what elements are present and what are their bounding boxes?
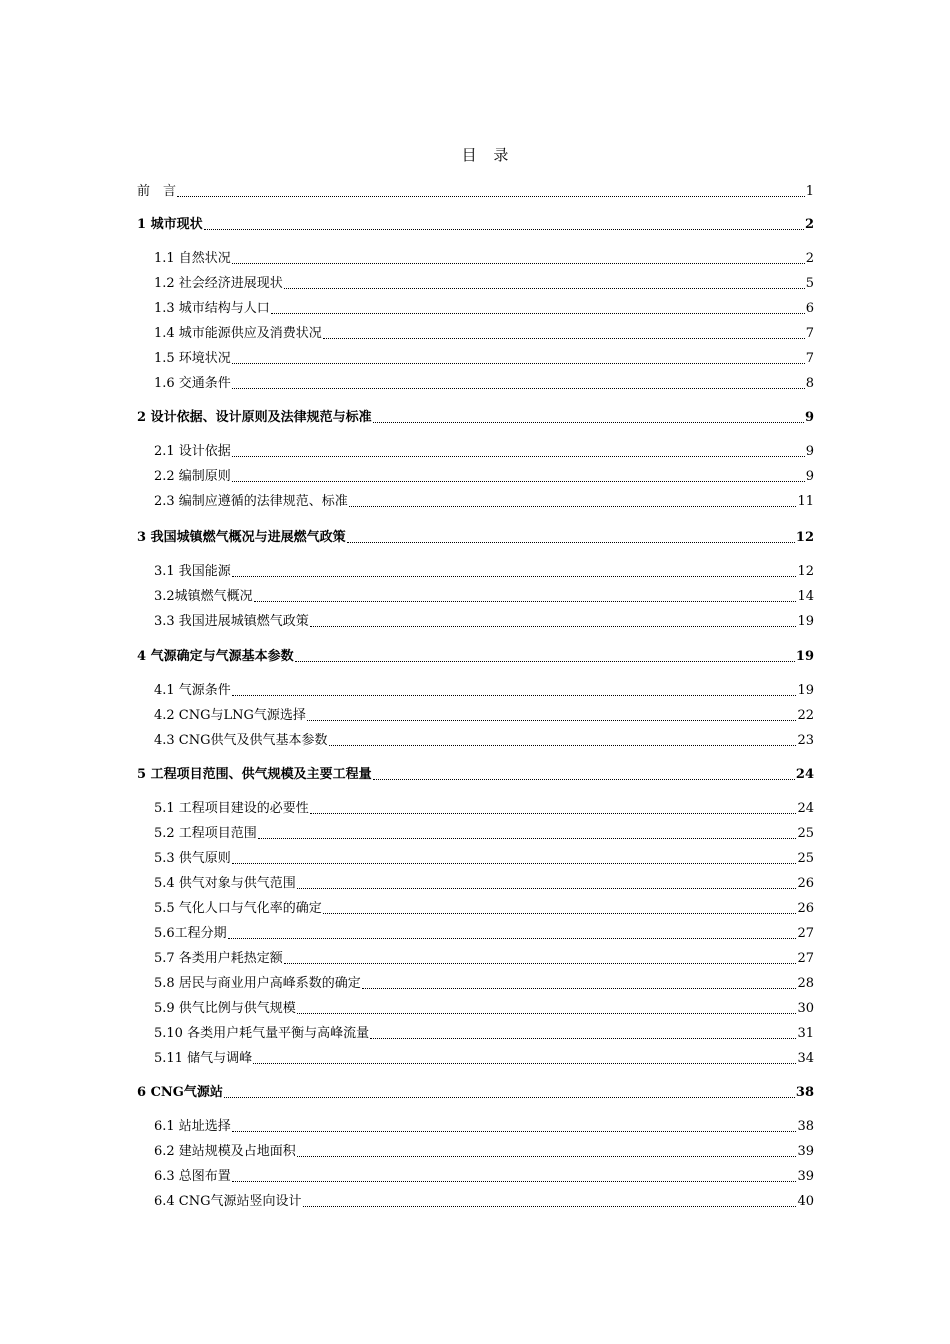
toc-entry-label: 6.1 站址选择	[154, 1119, 231, 1134]
toc-entry-page-number: 34	[797, 1051, 814, 1066]
toc-entry-page-number: 11	[797, 494, 814, 509]
toc-entry-label: 1.4 城市能源供应及消费状况	[154, 326, 322, 341]
dot-leader	[284, 288, 805, 289]
dot-leader	[303, 1206, 797, 1207]
toc-section-entry[interactable]	[154, 900, 814, 918]
dot-leader	[232, 263, 805, 264]
toc-entry-label: 1.5 环境状况	[154, 351, 231, 366]
toc-section-entry[interactable]	[154, 563, 814, 581]
toc-entry-label: 5.5 气化人口与气化率的确定	[154, 901, 322, 916]
dot-leader	[224, 1097, 795, 1098]
toc-section-entry[interactable]	[154, 375, 814, 393]
toc-entry-label: 前 言	[137, 184, 177, 199]
toc-entry-page-number: 12	[795, 530, 814, 545]
toc-section-entry[interactable]	[154, 588, 814, 606]
toc-entry-label: 5.7 各类用户耗热定额	[154, 951, 283, 966]
toc-entry-label: 5.1 工程项目建设的必要性	[154, 801, 309, 816]
toc-entry-label: 1.1 自然状况	[154, 251, 231, 266]
toc-section-entry[interactable]	[154, 613, 814, 631]
toc-section-entry[interactable]	[154, 682, 814, 700]
toc-section-entry[interactable]	[154, 443, 814, 461]
toc-section-entry[interactable]	[154, 350, 814, 368]
dot-leader	[232, 388, 805, 389]
toc-entry-label: 6.3 总图布置	[154, 1169, 231, 1184]
toc-entry-label: 5 工程项目范围、供气规模及主要工程量	[137, 767, 372, 782]
toc-entry-page-number: 25	[797, 826, 814, 841]
toc-entry-page-number: 8	[805, 376, 814, 391]
toc-entry-label: 4.2 CNG与LNG气源选择	[154, 708, 306, 723]
toc-entry-page-number: 24	[797, 801, 814, 816]
toc-entry-label: 5.8 居民与商业用户高峰系数的确定	[154, 976, 361, 991]
toc-entry-label: 4.3 CNG供气及供气基本参数	[154, 733, 328, 748]
dot-leader	[373, 422, 804, 423]
toc-entry-label: 3.1 我国能源	[154, 564, 231, 579]
toc-section-entry[interactable]	[154, 325, 814, 343]
toc-chapter-entry[interactable]	[137, 529, 814, 547]
toc-entry-label: 5.6工程分期	[154, 926, 227, 941]
toc-entry-page-number: 9	[805, 469, 814, 484]
toc-section-entry[interactable]	[154, 925, 814, 943]
dot-leader	[347, 542, 795, 543]
toc-entry-page-number: 38	[795, 1085, 814, 1100]
toc-entry-label: 5.9 供气比例与供气规模	[154, 1001, 296, 1016]
toc-section-entry[interactable]	[154, 1143, 814, 1161]
toc-preface-entry[interactable]	[137, 183, 814, 201]
toc-entry-label: 1.6 交通条件	[154, 376, 231, 391]
dot-leader	[204, 229, 804, 230]
toc-entry-label: 2 设计依据、设计原则及法律规范与标准	[137, 410, 372, 425]
dot-leader	[258, 838, 797, 839]
dot-leader	[232, 695, 797, 696]
dot-leader	[232, 363, 805, 364]
toc-entry-label: 5.10 各类用户耗气量平衡与高峰流量	[154, 1026, 370, 1041]
dot-leader	[323, 338, 805, 339]
toc-entry-label: 6 CNG气源站	[137, 1085, 223, 1100]
dot-leader	[323, 913, 797, 914]
dot-leader	[297, 1013, 797, 1014]
toc-section-entry[interactable]	[154, 850, 814, 868]
toc-chapter-entry[interactable]	[137, 648, 814, 666]
toc-entry-page-number: 30	[797, 1001, 814, 1016]
toc-entry-page-number: 6	[805, 301, 814, 316]
toc-entry-page-number: 39	[797, 1169, 814, 1184]
toc-section-entry[interactable]	[154, 732, 814, 750]
toc-entry-label: 6.4 CNG气源站竖向设计	[154, 1194, 302, 1209]
toc-entry-label: 3.2城镇燃气概况	[154, 589, 253, 604]
toc-entry-page-number: 19	[797, 683, 814, 698]
toc-entry-page-number: 14	[797, 589, 814, 604]
toc-section-entry[interactable]	[154, 300, 814, 318]
dot-leader	[310, 626, 797, 627]
toc-entry-page-number: 7	[805, 326, 814, 341]
dot-leader	[271, 313, 805, 314]
toc-entry-page-number: 26	[797, 901, 814, 916]
dot-leader	[373, 779, 795, 780]
toc-entry-page-number: 39	[797, 1144, 814, 1159]
toc-entry-page-number: 28	[797, 976, 814, 991]
toc-chapter-entry[interactable]	[137, 216, 814, 234]
toc-entry-page-number: 9	[804, 410, 814, 425]
toc-section-entry[interactable]	[154, 1193, 814, 1211]
toc-entry-page-number: 26	[797, 876, 814, 891]
toc-section-entry[interactable]	[154, 800, 814, 818]
toc-entry-label: 1.2 社会经济进展现状	[154, 276, 283, 291]
toc-section-entry[interactable]	[154, 493, 814, 511]
dot-leader	[232, 576, 797, 577]
toc-entry-label: 2.2 编制原则	[154, 469, 231, 484]
toc-entry-page-number: 38	[797, 1119, 814, 1134]
dot-leader	[284, 963, 797, 964]
toc-entry-page-number: 2	[804, 217, 814, 232]
toc-entry-page-number: 2	[805, 251, 814, 266]
toc-section-entry[interactable]	[154, 1168, 814, 1186]
toc-entry-page-number: 5	[805, 276, 814, 291]
toc-entry-page-number: 9	[805, 444, 814, 459]
toc-entry-label: 5.11 储气与调峰	[154, 1051, 253, 1066]
dot-leader	[370, 1038, 796, 1039]
toc-entry-label: 2.1 设计依据	[154, 444, 231, 459]
dot-leader	[295, 661, 795, 662]
toc-chapter-entry[interactable]	[137, 1084, 814, 1102]
toc-entry-page-number: 7	[805, 351, 814, 366]
toc-chapter-entry[interactable]	[137, 409, 814, 427]
dot-leader	[232, 456, 805, 457]
dot-leader	[232, 481, 805, 482]
toc-entry-label: 6.2 建站规模及占地面积	[154, 1144, 296, 1159]
toc-entry-page-number: 12	[797, 564, 814, 579]
toc-title: 目 录	[461, 146, 515, 164]
toc-entry-page-number: 19	[795, 649, 814, 664]
toc-entry-label: 5.4 供气对象与供气范围	[154, 876, 296, 891]
toc-section-entry[interactable]	[154, 468, 814, 486]
dot-leader	[307, 720, 797, 721]
toc-section-entry[interactable]	[154, 1025, 814, 1043]
toc-entry-label: 1 城市现状	[137, 217, 203, 232]
toc-entry-page-number: 27	[797, 926, 814, 941]
toc-section-entry[interactable]	[154, 975, 814, 993]
toc-section-entry[interactable]	[154, 1118, 814, 1136]
dot-leader	[232, 863, 797, 864]
dot-leader	[232, 1181, 797, 1182]
toc-entry-label: 4 气源确定与气源基本参数	[137, 649, 294, 664]
dot-leader	[177, 196, 805, 197]
toc-entry-label: 5.2 工程项目范围	[154, 826, 257, 841]
dot-leader	[297, 888, 797, 889]
toc-entry-page-number: 1	[805, 184, 814, 199]
toc-section-entry[interactable]	[154, 707, 814, 725]
dot-leader	[362, 988, 797, 989]
toc-entry-label: 3.3 我国进展城镇燃气政策	[154, 614, 309, 629]
toc-section-entry[interactable]	[154, 875, 814, 893]
toc-section-entry[interactable]	[154, 1000, 814, 1018]
dot-leader	[349, 506, 797, 507]
toc-entry-page-number: 24	[795, 767, 814, 782]
toc-entry-page-number: 25	[797, 851, 814, 866]
toc-section-entry[interactable]	[154, 1050, 814, 1068]
toc-entry-label: 1.3 城市结构与人口	[154, 301, 270, 316]
dot-leader	[329, 745, 797, 746]
toc-entry-page-number: 19	[797, 614, 814, 629]
dot-leader	[253, 1063, 796, 1064]
dot-leader	[232, 1131, 797, 1132]
toc-section-entry[interactable]	[154, 275, 814, 293]
toc-section-entry[interactable]	[154, 950, 814, 968]
toc-section-entry[interactable]	[154, 250, 814, 268]
dot-leader	[228, 938, 797, 939]
toc-entry-page-number: 23	[797, 733, 814, 748]
toc-section-entry[interactable]	[154, 825, 814, 843]
toc-entry-label: 4.1 气源条件	[154, 683, 231, 698]
toc-entry-page-number: 31	[797, 1026, 814, 1041]
dot-leader	[297, 1156, 797, 1157]
dot-leader	[254, 601, 797, 602]
toc-entry-page-number: 40	[797, 1194, 814, 1209]
dot-leader	[310, 813, 797, 814]
toc-entry-label: 2.3 编制应遵循的法律规范、标准	[154, 494, 348, 509]
toc-entry-label: 5.3 供气原则	[154, 851, 231, 866]
toc-chapter-entry[interactable]	[137, 766, 814, 784]
toc-entry-page-number: 27	[797, 951, 814, 966]
toc-entry-page-number: 22	[797, 708, 814, 723]
toc-entry-label: 3 我国城镇燃气概况与进展燃气政策	[137, 530, 346, 545]
